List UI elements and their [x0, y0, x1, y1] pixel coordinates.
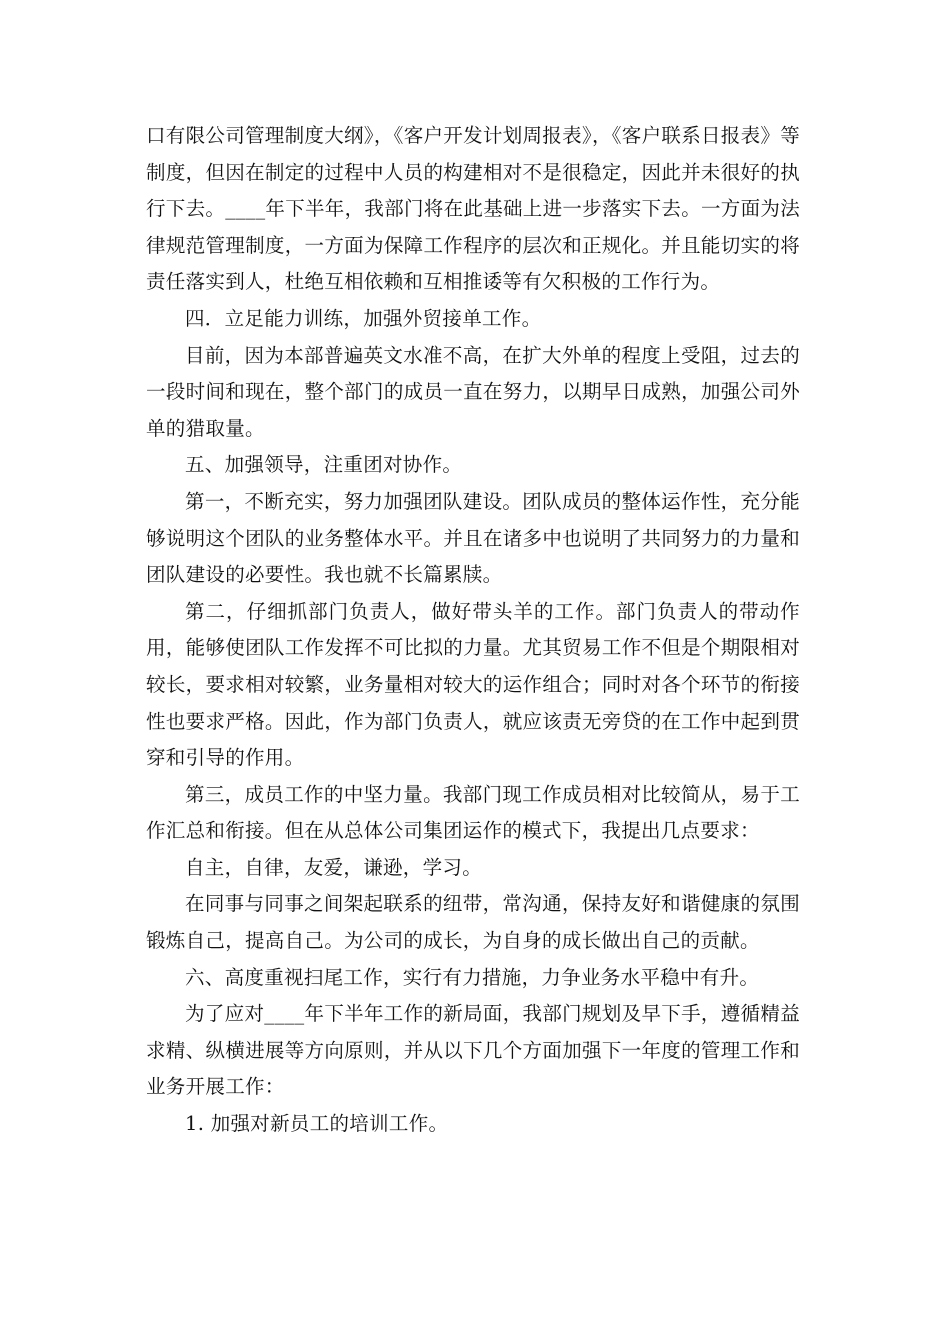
paragraph-7: 在同事与同事之间架起联系的纽带，常沟通，保持友好和谐健康的氛围锻炼自己，提高自己。为公司的成长，为自身的成长做出自己的贡献。 — [146, 892, 800, 953]
paragraph-8: 为了应对____年下半年工作的新局面，我部门规划及早下手，遵循精益求精、纵横进展等方向原则，并从以下几个方面加强下一年度的管理工作和业务开展工作： — [146, 1002, 800, 1099]
section-heading-6: 六、高度重视扫尾工作，实行有力措施，力争业务水平稳中有升。 — [185, 965, 760, 989]
document-body — [146, 118, 800, 1143]
paragraph-1: 口有限公司管理制度大纲》，《客户开发计划周报表》，《客户联系日报表》等制度，但因在制定的过程中人员的构建相对不是很稳定，因此并未很好的执行下去。____年下半年，我部门将在此基础上进一步落实下去。一方面为法律规范管理制度，一方面为保障工作程序的层次和正规化。并且能切实的将责任落实到人，杜绝互相依赖和互相推诿等有欠积极的工作行为。 — [146, 124, 801, 294]
section-heading-5: 五、加强领导，注重团对协作。 — [185, 453, 463, 477]
paragraph-5: 第三，成员工作的中坚力量。我部门现工作成员相对比较简从，易于工作汇总和衔接。但在从总体公司集团运作的模式下，我提出几点要求： — [146, 782, 800, 843]
paragraph-4: 第二，仔细抓部门负责人，做好带头羊的工作。部门负责人的带动作用，能够使团队工作发挥不可比拟的力量。尤其贸易工作不但是个期限相对较长，要求相对较繁，业务量相对较大的运作组合；同时对各个环节的衔接性也要求严格。因此，作为部门负责人，就应该责无旁贷的在工作中起到贯穿和引导的作用。 — [146, 599, 800, 770]
paragraph-2: 目前，因为本部普遍英文水准不高，在扩大外单的程度上受阻，过去的一段时间和现在，整个部门的成员一直在努力，以期早日成熟，加强公司外单的猎取量。 — [146, 343, 800, 440]
paragraph-6: 自主，自律，友爱，谦逊，学习。 — [185, 855, 483, 879]
section-heading-4: 四．立足能力训练，加强外贸接单工作。 — [185, 306, 542, 330]
paragraph-3: 第一，不断充实，努力加强团队建设。团队成员的整体运作性，充分能够说明这个团队的业务整体水平。并且在诸多中也说明了共同努力的力量和团队建设的必要性。我也就不长篇累牍。 — [146, 489, 800, 587]
list-item-1: 1. 加强对新员工的培训工作。 — [185, 1112, 449, 1136]
